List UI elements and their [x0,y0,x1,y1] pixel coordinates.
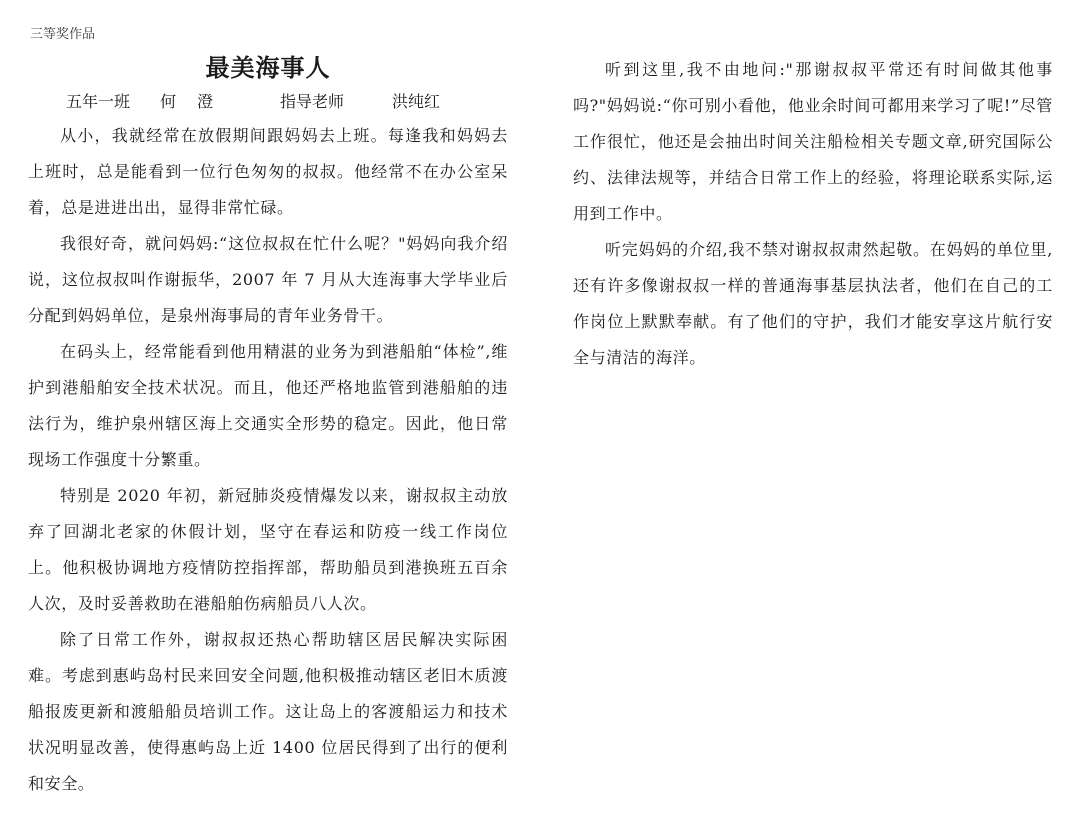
paragraph: 特别是 2020 年初，新冠肺炎疫情爆发以来，谢叔叔主动放弃了回湖北老家的休假计划，坚守在春运和防疫一线工作岗位上。他积极协调地方疫情防控指挥部，帮助船员到港换班五百余人次，及时妥善救助在港船舶伤病船员八人次。 [28,486,508,613]
paragraph: 听到这里,我不由地问:"那谢叔叔平常还有时间做其他事吗?"妈妈说:“你可别小看他，他业余时间可都用来学习了呢!”尽管工作很忙，他还是会抽出时间关注船检相关专题文章,研究国际公约、法律法规等，并结合日常工作上的经验，将理论联系实际,运用到工作中。 [573,60,1053,223]
left-column [28,50,508,802]
student-name: 何 澄 [160,92,222,111]
right-column [573,52,1053,376]
award-label: 三等奖作品 [30,27,96,42]
byline [28,86,508,118]
paragraph: 我很好奇，就问妈妈:“这位叔叔在忙什么呢？"妈妈向我介绍说，这位叔叔叫作谢振华，2007 年 7 月从大连海事大学毕业后分配到妈妈单位，是泉州海事局的青年业务骨干。 [28,234,508,325]
teacher-role: 指导老师 [280,92,345,111]
paragraph: 在码头上，经常能看到他用精湛的业务为到港船舶“体检”,维护到港船舶安全技术状况。而且，他还严格地监管到港船舶的违法行为，维护泉州辖区海上交通实全形势的稳定。因此，他日常现场工作强度十分繁重。 [28,342,508,469]
article-title: 最美海事人 [205,54,331,82]
student-class: 五年一班 [66,92,131,111]
paragraph: 听完妈妈的介绍,我不禁对谢叔叔肃然起敬。在妈妈的单位里,还有许多像谢叔叔一样的普通海事基层执法者，他们在自己的工作岗位上默默奉献。有了他们的守护，我们才能安享这片航行安全与清洁的海洋。 [573,240,1053,367]
paragraph: 从小，我就经常在放假期间跟妈妈去上班。每逢我和妈妈去上班时，总是能看到一位行色匆匆的叔叔。他经常不在办公室呆着，总是进进出出，显得非常忙碌。 [28,126,508,217]
teacher-name: 洪纯红 [392,92,441,111]
paragraph: 除了日常工作外，谢叔叔还热心帮助辖区居民解决实际困难。考虑到惠屿岛村民来回安全问题,他积极推动辖区老旧木质渡船报废更新和渡船船员培训工作。这让岛上的客渡船运力和技术状况明显改善，使得惠屿岛上近 1400 位居民得到了出行的便利和安全。 [28,630,508,793]
